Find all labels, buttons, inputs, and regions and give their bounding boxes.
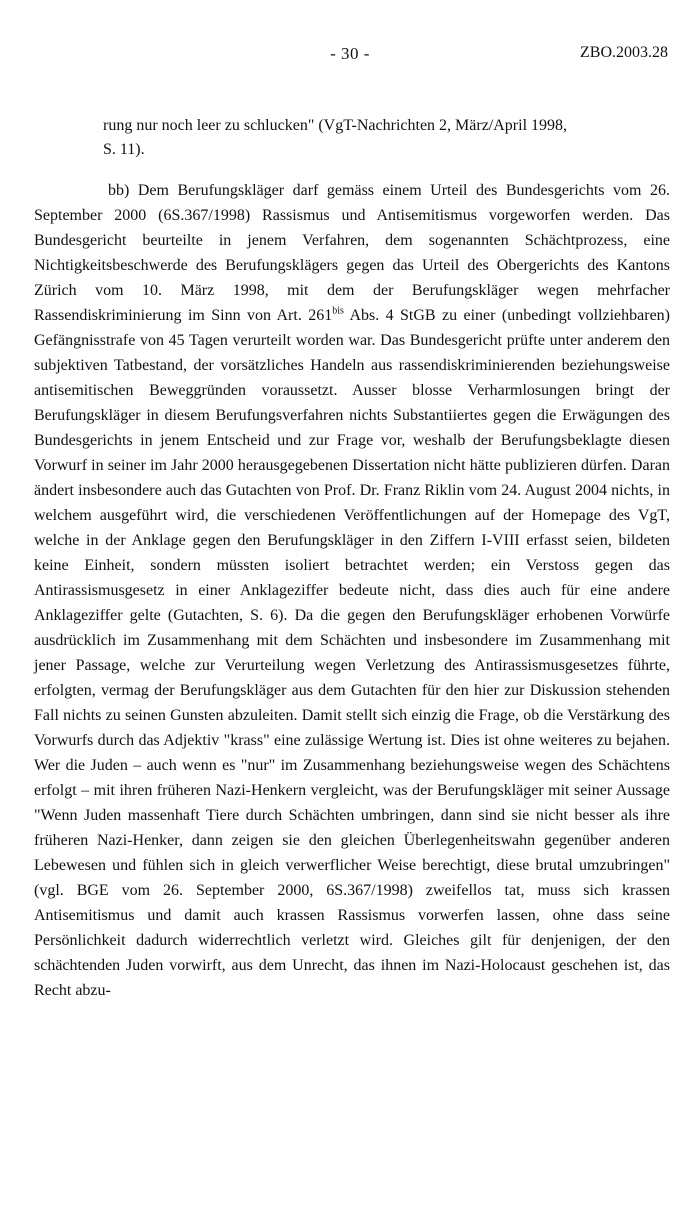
paragraph-text-part-2: Abs. 4 StGB zu einer (unbedingt vollziehbaren) Gefängnisstrafe von 45 Tagen verurteilt worden war. Das Bundesgericht prüfte unter anderem den subjektiven Tatbestand, der vorsätzliches Handeln aus rassendiskriminierenden beziehungsweise antisemitischen Beweggründen voraussetzt. Ausser blosse Verharmlosungen bringt der Berufungskläger in diesem Berufungsverfahren nichts Substantiiertes gegen die Erwägungen des Bundesgerichts in jenem Entscheid und zur Frage vor, weshalb der Berufungsbeklagte diesen Vorwurf in seiner im Jahr 2000 herausgegebenen Dissertation nicht hätte publizieren dürfen. Daran ändert insbesondere auch das Gutachten von Prof. Dr. Franz Riklin vom 24. August 2004 nichts, in welchem ausgeführt wird, die verschiedenen Veröffentlichungen auf der Homepage des VgT, welche in der Anklage gegen den Berufungskläger in den Ziffern I-VIII erfasst seien, bildeten keine Einheit, sondern müssten isoliert betrachtet werden; ein Verstoss gegen das Antirassismusgesetz in einer Anklageziffer bedeute nicht, dass dies auch für eine andere Anklageziffer gelte (Gutachten, S. 6). Da die gegen den Berufungskläger erhobenen Vorwürfe ausdrücklich im Zusammenhang mit dem Schächten und insbesondere im Zusammenhang mit jener Passage, welche zur Verurteilung wegen Verletzung des Antirassismusgesetzes führte, erfolgten, vermag der Berufungskläger aus dem Gutachten für den hier zur Diskussion stehenden Fall nichts zu seinen Gunsten abzuleiten. Damit stellt sich einzig die Frage, ob die Verstärkung des Vorwurfs durch das Adjektiv "krass" eine zulässige Wertung ist. Dies ist ohne weiteres zu bejahen. Wer die Juden – auch wenn es "nur" im Zusammenhang beziehungsweise wegen des Schächtens erfolgt – mit ihren früheren Nazi-Henkern vergleicht, was der Berufungskläger mit seiner Aussage "Wenn Juden massenhaft Tiere durch Schächten umbringen, dann sind sie nicht besser als ihre früheren Nazi-Henker, dann zeigen sie den gleichen Überlegenheitswahn gegenüber anderen Lebewesen und fühlen sich in gleich verwerflicher Weise berechtigt, diese brutal umzubringen" (vgl. BGE vom 26. September 2000, 6S.367/1998) zweifellos tat, muss sich krassen Antisemitismus und damit auch krassen Rassismus vorwerfen lassen, ohne dass seine Persönlichkeit dadurch widerrechtlich verletzt wird. Gleiches gilt für denjenigen, der den schächtenden Juden vorwirft, aus dem Unrecht, das ihnen im Nazi-Holocaust geschehen ist, das Recht abzu- [34, 307, 671, 999]
quote-line-2: S. 11). [103, 141, 145, 158]
page-number: - 30 - [330, 44, 370, 63]
paragraph-text-part-1: bb) Dem Berufungskläger darf gemäss einem Urteil des Bundesgerichts vom 26. September 2000 (6S.367/1998) Rassismus und Antisemitismus vorgeworfen werden. Das Bundesgericht beurteilte in jenem Verfahren, dem sogenannten Schächtprozess, eine Nichtigkeitsbeschwerde des Berufungsklägers gegen das Urteil des Obergerichts des Kantons Zürich vom 10. März 1998, mit dem der Berufungskläger wegen mehrfacher Rassendiskriminierung im Sinn von Art. 261 [34, 182, 670, 324]
main-paragraph-block [34, 178, 670, 1003]
quote-line-1: rung nur noch leer zu schlucken" (VgT-Nachrichten 2, März/April 1998, [103, 117, 568, 134]
article-superscript: bis [332, 305, 344, 317]
paragraph-bb [34, 178, 670, 1003]
quote-continuation [103, 114, 583, 162]
case-reference: ZBO.2003.28 [580, 44, 668, 61]
